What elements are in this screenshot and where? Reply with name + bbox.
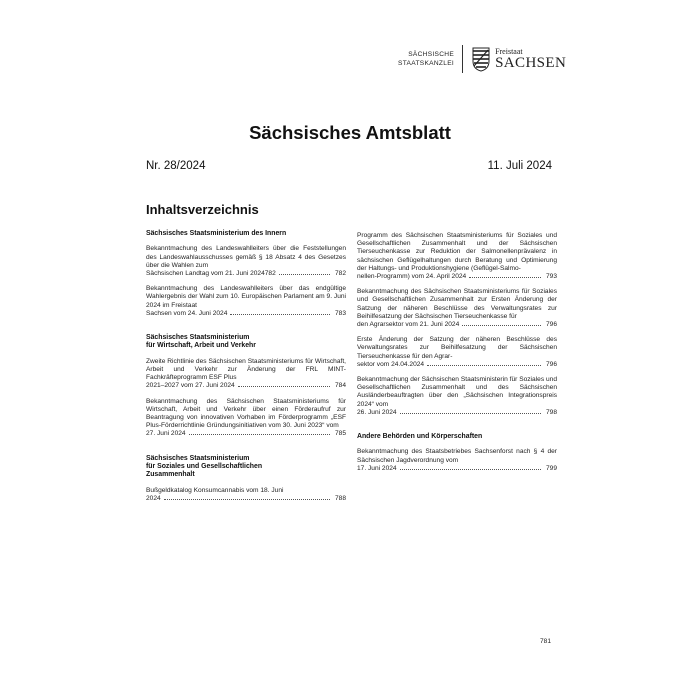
entry-text: Bußgeldkatalog Konsumcannabis vom 18. Juni xyxy=(146,486,284,494)
entry-page-number: 799 xyxy=(545,464,557,472)
toc-entry[interactable] xyxy=(357,232,557,281)
staatskanzlei-line1: SÄCHSISCHE xyxy=(408,51,455,58)
entry-page-number: 793 xyxy=(545,273,557,281)
entry-text: Zweite Richtlinie des Sächsischen Staatsministeriums für Wirtschaft, Arbeit und Verkehr zur Änderung der FRL MINT-Fachkräfteprogramm ESF Plus xyxy=(146,357,346,382)
entry-text: Erste Änderung der Satzung der näheren Beschlüsse des Verwaltungsrates zur Beihilfesatzung der Sächsischen Tierseuchenkasse für den Agrar- xyxy=(357,336,557,360)
staatskanzlei-label xyxy=(398,50,454,68)
brand-sachsen: SACHSEN xyxy=(495,54,567,71)
entry-text: Bekanntmachung des Sächsischen Staatsministeriums für Wirtschaft, Arbeit und Verkehr über einen Förderaufruf zur Beantragung von innovativen Vorhaben im Förderprogramm „ESF Plus-Förderrichtlinie Gründungsinitiativen vom 30. Juni 2023“ vom xyxy=(146,397,346,430)
section-heading: Andere Behörden und Körperschaften xyxy=(357,433,483,441)
logo-divider xyxy=(462,45,463,73)
section-heading xyxy=(146,455,346,480)
dot-leader xyxy=(230,314,330,315)
dot-leader xyxy=(189,434,330,435)
brand-freistaat: Freistaat xyxy=(495,46,523,56)
dot-leader xyxy=(427,365,541,366)
issue-number: Nr. 28/2024 xyxy=(146,160,206,172)
section-heading xyxy=(146,334,346,351)
entry-page-number: 796 xyxy=(545,360,557,368)
toc-entry[interactable] xyxy=(146,358,346,391)
dot-leader xyxy=(279,274,330,275)
section-heading-line: für Wirtschaft, Arbeit und Verkehr xyxy=(146,342,256,350)
entry-text-end: 2024 xyxy=(146,495,161,503)
entry-page-number: 788 xyxy=(334,495,346,503)
toc-entry[interactable] xyxy=(146,245,346,278)
dot-leader xyxy=(238,386,330,387)
section-heading-line: Zusammenhalt xyxy=(146,471,195,479)
section-heading-line: Sächsisches Staatsministerium xyxy=(146,454,250,462)
dot-leader xyxy=(400,413,541,414)
toc-entry[interactable] xyxy=(146,398,346,439)
dot-leader xyxy=(469,277,541,278)
entry-text: Bekanntmachung des Landeswahlleiters über das endgültige Wahlergebnis der Wahl zum 10. Europäischen Parlament am 9. Juni 2024 im Freistaat xyxy=(146,285,346,309)
entry-text-end: Sachsen vom 24. Juni 2024 xyxy=(146,309,228,317)
staatskanzlei-line2: STAATSKANZLEI xyxy=(398,60,455,67)
entry-text-end: Sächsischen Landtag vom 21. Juni 2024782 xyxy=(146,270,276,278)
entry-text: Bekanntmachung des Landeswahlleiters über die Feststellungen des Landeswahlausschusses gemäß § 18 Absatz 4 des Gesetzes über die Wahlen zum xyxy=(146,245,346,269)
entry-text: Bekanntmachung des Sächsischen Staatsministeriums für Soziales und Gesellschaftlichen Zusammenhalt zur Ersten Änderung der Satzung der näheren Beschlüsse des Verwaltungsrates zur Beihilfesatzung der Sächsischen Tierseuchenkasse für xyxy=(357,288,557,320)
toc-entry[interactable] xyxy=(146,285,346,318)
toc-entry[interactable] xyxy=(357,376,557,417)
entry-text-end: nellen-Programm) vom 24. April 2024 xyxy=(357,273,467,281)
entry-page-number: 785 xyxy=(334,430,346,438)
section-heading-line: für Soziales und Gesellschaftlichen xyxy=(146,463,263,471)
page-folio: 781 xyxy=(540,638,552,645)
entry-text-end: 26. Juni 2024 xyxy=(357,408,397,416)
entry-page-number: 798 xyxy=(545,408,557,416)
section-heading: Sächsisches Staatsministerium des Innern xyxy=(146,230,287,237)
entry-page-number: 784 xyxy=(334,382,346,390)
toc-entry[interactable] xyxy=(357,288,557,329)
toc-heading: Inhaltsverzeichnis xyxy=(146,202,259,217)
issue-date: 11. Juli 2024 xyxy=(487,160,552,172)
toc-entry[interactable] xyxy=(357,336,557,369)
toc-right-column xyxy=(357,232,557,480)
toc-entry[interactable] xyxy=(146,487,346,503)
entry-text: Programm des Sächsischen Staatsministeriums für Soziales und Gesellschaftlichen Zusammenhalt und der Sächsischen Tierseuchenkasse zur Reduktion der Salmonellenprävalenz in sächsischen Geflügelhaltungen durch Beratung und Optimierung der Haltungs- und Produktionshygiene (Geflügel-Salmo- xyxy=(357,232,557,272)
entry-page-number: 783 xyxy=(334,309,346,317)
entry-page-number: 796 xyxy=(545,321,557,329)
entry-text-end: sektor vom 24.04.2024 xyxy=(357,360,425,368)
page-title: Sächsisches Amtsblatt xyxy=(249,122,451,143)
entry-text-end: 2021–2027 vom 27. Juni 2024 xyxy=(146,382,235,390)
entry-text: Bekanntmachung der Sächsischen Staatsministerin für Soziales und Gesellschaftlichen Zusammenhalt und des Sächsischen Ausländerbeauftragten über den „Sächsischen Integrationspreis 2024“ vom xyxy=(357,376,557,408)
saxony-coat-of-arms-icon xyxy=(471,46,491,72)
toc-entry[interactable] xyxy=(357,448,557,473)
dot-leader xyxy=(462,325,541,326)
toc-left-column xyxy=(146,230,346,510)
brand-wordmark xyxy=(495,48,566,71)
section-heading-line: Sächsisches Staatsministerium xyxy=(146,334,250,342)
dot-leader xyxy=(400,469,541,470)
entry-text-end: 17. Juni 2024 xyxy=(357,464,397,472)
entry-page-number: 782 xyxy=(334,270,346,278)
dot-leader xyxy=(164,499,330,500)
entry-text: Bekanntmachung des Staatsbetriebes Sachsenforst nach § 4 der Sächsischen Jagdverordnung vom xyxy=(357,448,557,464)
header-logo xyxy=(398,44,566,74)
entry-text-end: 27. Juni 2024 xyxy=(146,430,186,438)
entry-text-end: den Agrarsektor vom 21. Juni 2024 xyxy=(357,321,460,329)
